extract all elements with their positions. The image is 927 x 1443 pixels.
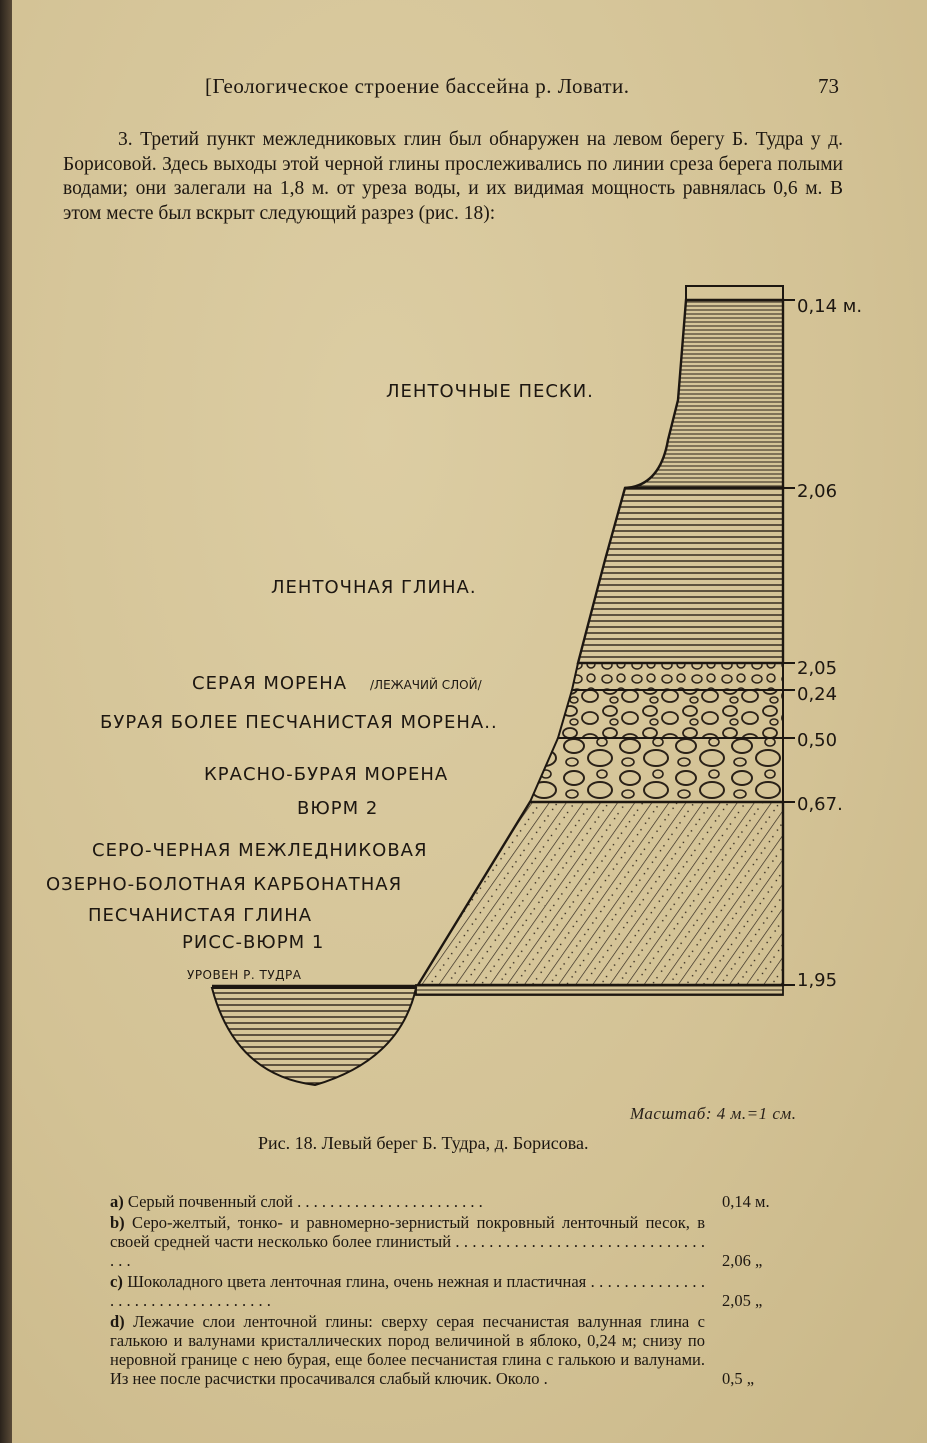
legend-item-text: Лежачие слои ленточной глины: сверху серая песчанистая валунная глина с галькою и валунами кристаллических пород величиной в яблоко, 0,24 м; снизу по неровной границе с нею бурая, еще более песчанистая глина с галькою и валунами. Из нее после расчистки просачивался слабый ключик. Около . — [110, 1312, 705, 1388]
label-wurm-2: ВЮРМ 2 — [297, 798, 379, 819]
label-interglacial-3: ПЕСЧАНИСТАЯ ГЛИНА — [88, 905, 313, 926]
legend-item-mark: a) — [110, 1192, 124, 1211]
figure-caption: Рис. 18. Левый берег Б. Тудра, д. Борисова. — [258, 1133, 589, 1153]
gray-moraine-layer — [572, 663, 783, 690]
label-river-level: УРОВЕН Р. ТУДРА — [187, 968, 302, 982]
label-riss-wurm: РИСС-ВЮРМ 1 — [182, 932, 325, 953]
thickness-soil: 0,14 м. — [797, 296, 863, 317]
interglacial-clay-layer — [418, 802, 783, 985]
legend-item — [110, 1312, 755, 1388]
river-tudra — [212, 988, 416, 1085]
figure-scale: Масштаб: 4 м.=1 см. — [630, 1104, 797, 1123]
legend-item-text: Серо-желтый, тонко- и равномерно-зернистый покровный ленточный песок, в своей средней части несколько более глинистый . . . . . . . . . . . . . . . . . . . . . . . . . . . . . . . . . — [110, 1213, 705, 1270]
legend-item-mark: d) — [110, 1312, 125, 1331]
legend-item — [110, 1213, 763, 1270]
body-paragraph: 3. Третий пункт межледниковых глин был обнаружен на левом берегу Б. Тудра у д. Борисовой. Здесь выходы этой черной глины прослеживались по линии среза берега полыми водами; они залегали на 1,8 м. от уреза воды, и их видимая мощность равнялась 0,6 м. В этом месте был вскрыт следующий разрез (рис. 18): — [63, 129, 843, 224]
ribbon-sand-layer — [625, 300, 783, 488]
layer-legend — [110, 1192, 810, 1390]
label-interglacial-2: ОЗЕРНО-БОЛОТНАЯ КАРБОНАТНАЯ — [46, 874, 403, 895]
legend-item-text: Шоколадного цвета ленточная глина, очень нежная и пластичная . . . . . . . . . . . . . . . . . . . . . . . . . . . . . . . . . . — [110, 1272, 705, 1310]
label-redbrown-moraine: КРАСНО-БУРАЯ МОРЕНА — [204, 764, 449, 785]
legend-item-value: 2,05 „ — [722, 1291, 763, 1310]
label-brown-moraine: БУРАЯ БОЛЕЕ ПЕСЧАНИСТАЯ МОРЕНА.. — [100, 712, 498, 733]
label-gray-moraine: СЕРАЯ МОРЕНА — [192, 673, 348, 694]
thickness-gray-moraine: 0,24 — [797, 684, 838, 705]
thickness-clay: 2,05 — [797, 658, 838, 679]
legend-item — [110, 1272, 763, 1310]
ribbon-clay-layer — [578, 488, 783, 663]
label-interglacial-1: СЕРО-ЧЕРНАЯ МЕЖЛЕДНИКОВАЯ — [92, 840, 428, 861]
thickness-brown-moraine: 0,50 — [797, 730, 838, 751]
running-title: [Геологическое строение бассейна р. Ловати. — [205, 74, 630, 98]
redbrown-moraine-layer — [530, 738, 783, 802]
brown-moraine-layer — [558, 690, 783, 738]
soil-layer — [686, 286, 783, 300]
legend-item-mark: c) — [110, 1272, 123, 1291]
thickness-sand: 2,06 — [797, 481, 838, 502]
legend-item — [110, 1192, 770, 1211]
page-number: 73 — [818, 74, 839, 98]
legend-item-value: 0,5 „ — [722, 1369, 755, 1388]
label-ribbon-clay: ЛЕНТОЧНАЯ ГЛИНА. — [271, 577, 477, 598]
thickness-redbrown-moraine: 0,67. — [797, 794, 843, 815]
thickness-interglacial: 1,95 — [797, 970, 838, 991]
label-ribbon-sands: ЛЕНТОЧНЫЕ ПЕСКИ. — [386, 381, 594, 402]
legend-item-text: Серый почвенный слой . . . . . . . . . . . . . . . . . . . . . . . — [127, 1192, 483, 1211]
label-gray-moraine-note: /ЛЕЖАЧИЙ СЛОЙ/ — [370, 678, 482, 692]
thickness-ticks — [783, 300, 795, 985]
legend-item-mark: b) — [110, 1213, 125, 1232]
legend-item-value: 0,14 м. — [722, 1192, 770, 1211]
base-band — [416, 985, 783, 995]
legend-item-value: 2,06 „ — [722, 1251, 763, 1270]
